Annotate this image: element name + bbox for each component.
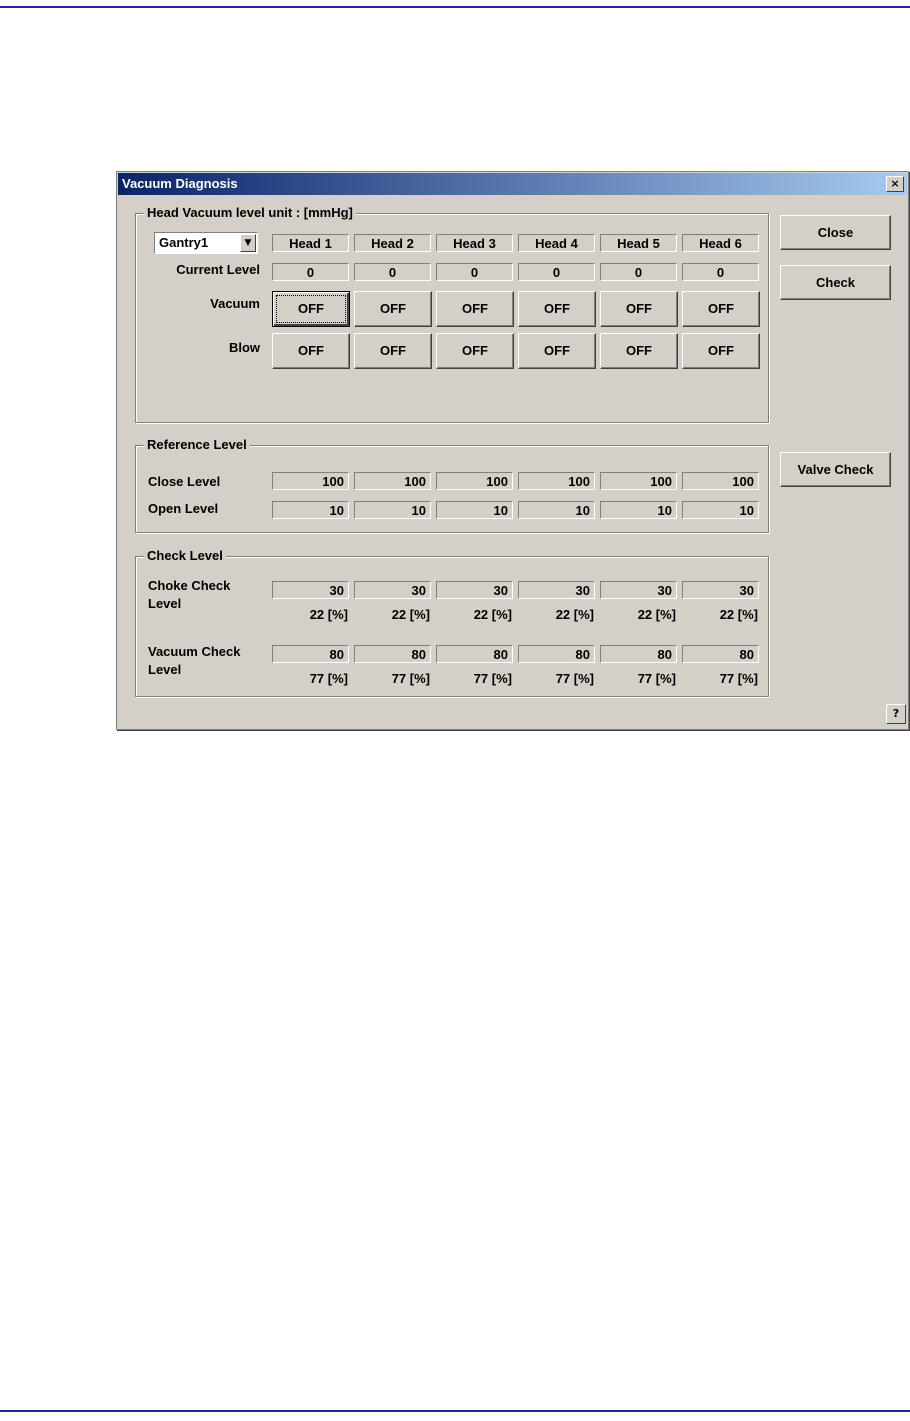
close-level-head-1[interactable]: 100 [272,472,349,490]
choke-check-pct-head-4: 22 [%] [555,607,594,622]
open-level-head-3[interactable]: 10 [436,501,513,519]
gantry-select-value: Gantry1 [159,235,209,250]
close-level-head-6[interactable]: 100 [682,472,759,490]
vacuum-toggle-head-4[interactable]: OFF [518,291,596,327]
vacuum-toggle-head-2[interactable]: OFF [354,291,432,327]
choke-check-head-4[interactable]: 30 [518,581,595,599]
vacuum-toggle-head-6[interactable]: OFF [682,291,760,327]
vacuum-toggle-head-5[interactable]: OFF [600,291,678,327]
choke-check-head-3[interactable]: 30 [436,581,513,599]
title-bar[interactable] [118,173,907,195]
reference-level-group [135,437,769,533]
choke-check-label-line2: Level [148,596,182,611]
head-header-3: Head 3 [436,234,513,252]
vacuum-toggle-head-1[interactable]: OFF [272,291,350,327]
head-header-1: Head 1 [272,234,349,252]
choke-check-pct-head-6: 22 [%] [719,607,758,622]
vacuum-check-head-1[interactable]: 80 [272,645,349,663]
check-level-legend: Check Level [144,548,226,563]
blow-toggle-head-6[interactable]: OFF [682,333,760,369]
head-header-5: Head 5 [600,234,677,252]
open-level-head-6[interactable]: 10 [682,501,759,519]
vacuum-check-head-2[interactable]: 80 [354,645,431,663]
close-level-head-2[interactable]: 100 [354,472,431,490]
reference-level-legend: Reference Level [144,437,250,452]
close-level-head-3[interactable]: 100 [436,472,513,490]
blow-toggle-head-1[interactable]: OFF [272,333,350,369]
vacuum-check-pct-head-1: 77 [%] [309,671,348,686]
close-level-head-4[interactable]: 100 [518,472,595,490]
current-level-head-3: 0 [436,263,513,281]
close-button[interactable]: Close [780,215,891,250]
page-bottom-rule [0,1410,910,1412]
open-level-head-1[interactable]: 10 [272,501,349,519]
blow-toggle-head-2[interactable]: OFF [354,333,432,369]
close-level-label: Close Level [148,474,221,489]
vacuum-check-head-3[interactable]: 80 [436,645,513,663]
open-level-head-4[interactable]: 10 [518,501,595,519]
close-level-head-5[interactable]: 100 [600,472,677,490]
blow-toggle-head-5[interactable]: OFF [600,333,678,369]
vacuum-check-pct-head-2: 77 [%] [391,671,430,686]
choke-check-head-5[interactable]: 30 [600,581,677,599]
choke-check-pct-head-3: 22 [%] [473,607,512,622]
head-vacuum-group [135,205,769,423]
choke-check-head-1[interactable]: 30 [272,581,349,599]
choke-check-label-line1: Choke Check [148,578,231,593]
open-level-head-5[interactable]: 10 [600,501,677,519]
vacuum-check-label-line2: Level [148,662,182,677]
gantry-select[interactable] [154,232,258,254]
current-level-head-4: 0 [518,263,595,281]
vacuum-check-head-5[interactable]: 80 [600,645,677,663]
current-level-head-1: 0 [272,263,349,281]
vacuum-label: Vacuum [210,296,260,311]
vacuum-check-pct-head-4: 77 [%] [555,671,594,686]
vacuum-check-head-4[interactable]: 80 [518,645,595,663]
close-icon[interactable]: × [886,176,904,192]
help-icon[interactable]: ? [886,704,906,724]
vacuum-diagnosis-dialog [116,171,909,730]
head-header-6: Head 6 [682,234,759,252]
check-button[interactable]: Check [780,265,891,300]
chevron-down-icon[interactable]: ▼ [240,234,256,252]
current-level-head-2: 0 [354,263,431,281]
open-level-label: Open Level [148,501,219,516]
head-header-2: Head 2 [354,234,431,252]
current-level-head-5: 0 [600,263,677,281]
current-level-label: Current Level [176,262,260,277]
head-header-4: Head 4 [518,234,595,252]
choke-check-pct-head-2: 22 [%] [391,607,430,622]
page-top-rule [0,6,910,8]
current-level-head-6: 0 [682,263,759,281]
vacuum-check-pct-head-3: 77 [%] [473,671,512,686]
head-vacuum-legend: Head Vacuum level unit : [mmHg] [144,205,356,220]
blow-toggle-head-3[interactable]: OFF [436,333,514,369]
choke-check-head-6[interactable]: 30 [682,581,759,599]
open-level-head-2[interactable]: 10 [354,501,431,519]
vacuum-check-head-6[interactable]: 80 [682,645,759,663]
window-title: Vacuum Diagnosis [122,176,238,191]
vacuum-check-pct-head-5: 77 [%] [637,671,676,686]
choke-check-head-2[interactable]: 30 [354,581,431,599]
check-level-group [135,548,769,697]
blow-toggle-head-4[interactable]: OFF [518,333,596,369]
valve-check-button[interactable]: Valve Check [780,452,891,487]
choke-check-pct-head-5: 22 [%] [637,607,676,622]
vacuum-check-label-line1: Vacuum Check [148,644,241,659]
vacuum-check-pct-head-6: 77 [%] [719,671,758,686]
choke-check-pct-head-1: 22 [%] [309,607,348,622]
blow-label: Blow [228,340,260,355]
vacuum-toggle-head-3[interactable]: OFF [436,291,514,327]
